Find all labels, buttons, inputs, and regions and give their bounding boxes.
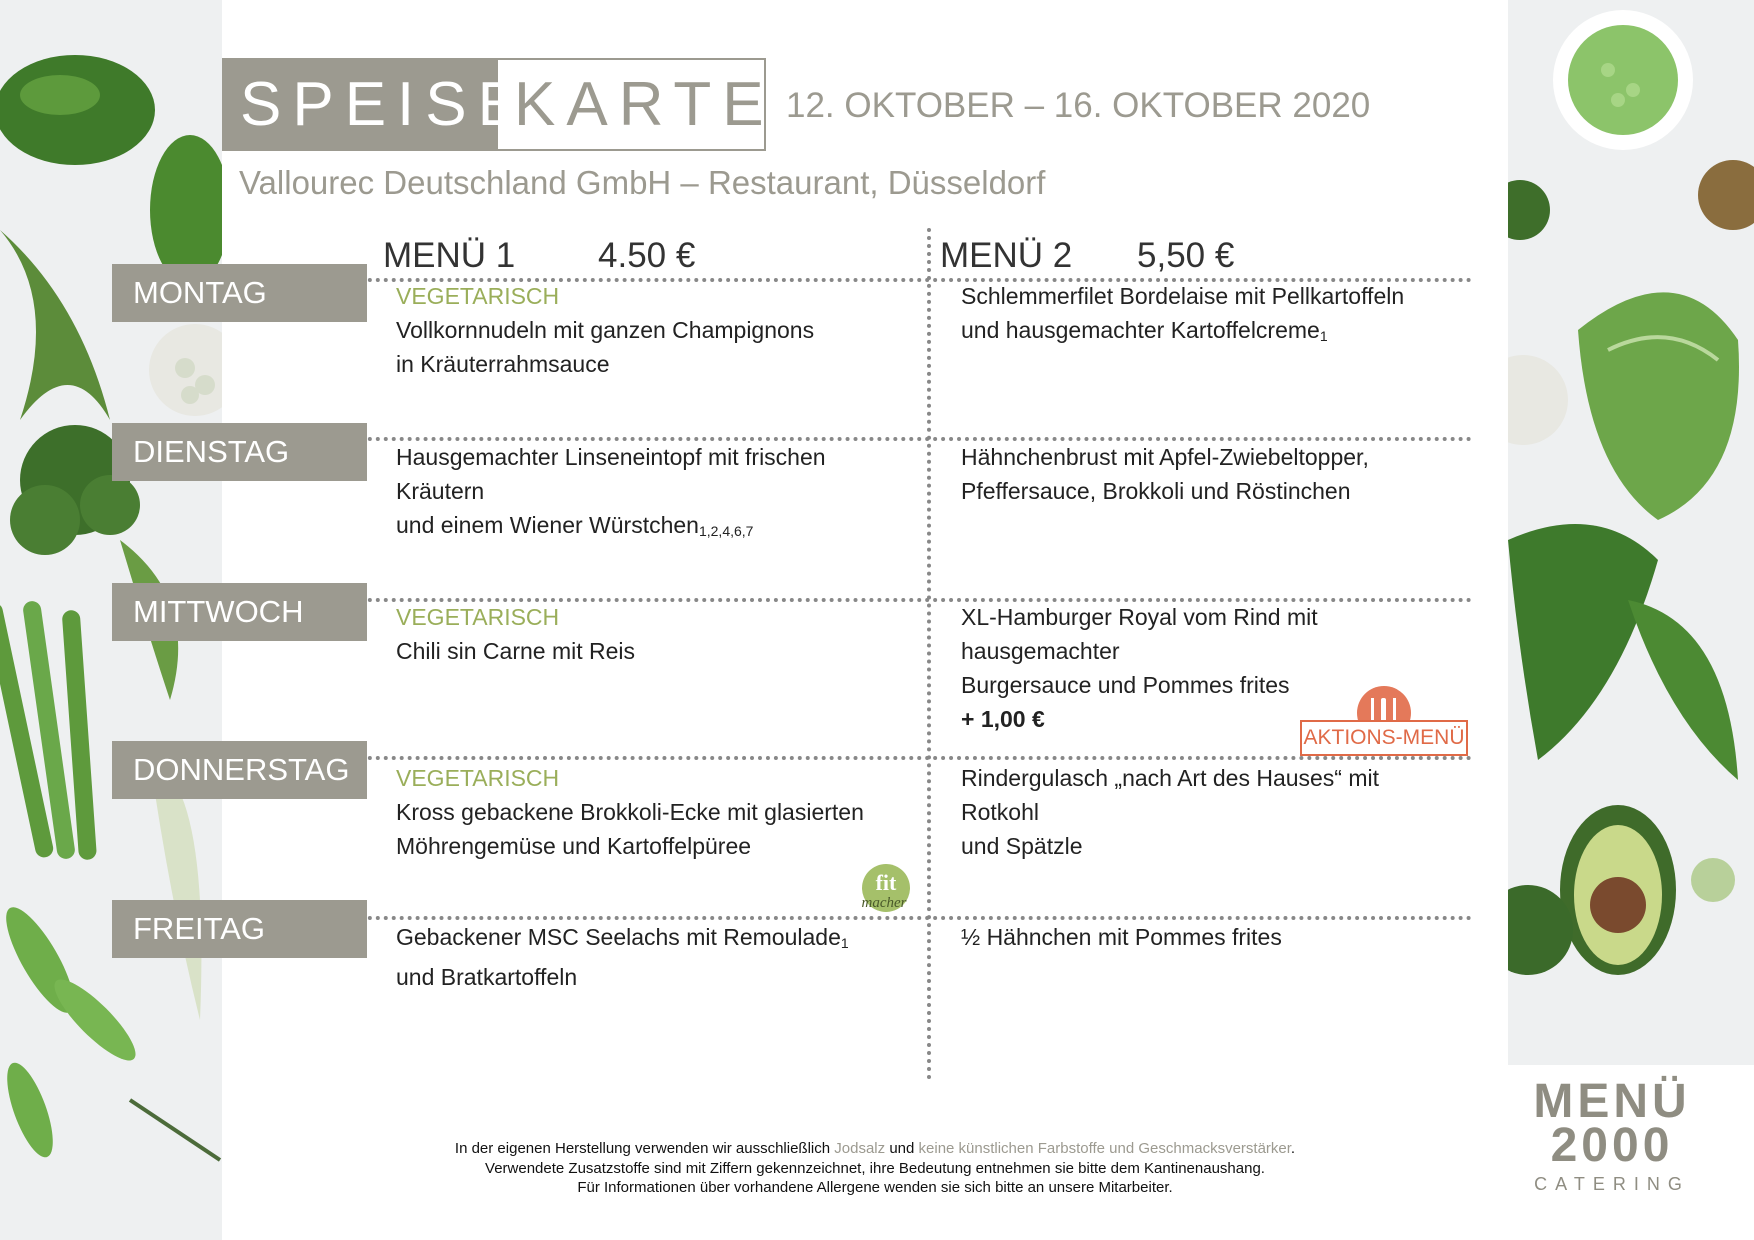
footer-text: In der eigenen Herstellung verwenden wir ausschließlich: [454, 1140, 831, 1157]
dish-line: Schlemmerfilet Bordelaise mit Pellkartoffeln: [961, 283, 1405, 309]
fit-badge-bottom: macher: [861, 895, 907, 911]
brand-line-1: MENÜ: [1533, 1075, 1691, 1128]
brand-line-3: CATERING: [1534, 1174, 1690, 1194]
dienstag-menu1: [396, 440, 896, 548]
surcharge-price: + 1,00 €: [961, 706, 1045, 732]
company-name: Vallourec Deutschland GmbH – Restaurant, Düsseldorf: [239, 164, 1046, 201]
aktions-menu-label: AKTIONS-MENÜ: [1300, 720, 1468, 756]
dish-line: Rindergulasch „nach Art des Hauses“ mit Rotkohl: [961, 765, 1380, 825]
vegetarian-label: VEGETARISCH: [396, 765, 560, 791]
dienstag-menu2: [961, 440, 1461, 508]
dish-line: und hausgemachter Kartoffelcreme: [961, 317, 1320, 343]
donnerstag-menu2: [961, 761, 1461, 863]
vegetarian-label: VEGETARISCH: [396, 604, 560, 630]
dish-line: und Spätzle: [961, 833, 1083, 859]
menu2-price: 5,50 €: [1137, 236, 1235, 275]
footer-text: .: [1290, 1140, 1296, 1157]
dish-line: Hähnchenbrust mit Apfel-Zwiebeltopper,: [961, 444, 1369, 470]
mittwoch-menu1: [396, 600, 896, 668]
brand-line-2: 2000: [1550, 1119, 1674, 1172]
menu2000-logo: [1522, 1075, 1702, 1195]
menu1-price: 4.50 €: [598, 236, 696, 275]
dish-line: Chili sin Carne mit Reis: [396, 638, 636, 664]
day-tab-dienstag: DIENSTAG: [112, 423, 367, 481]
dish-line: XL-Hamburger Royal vom Rind mit hausgemachter: [961, 604, 1318, 664]
title-box: [222, 58, 775, 151]
footer-line-3: Für Informationen über vorhandene Allergene wenden sie sich bitte an unsere Mitarbeiter.: [577, 1179, 1173, 1196]
dish-line: ½ Hähnchen mit Pommes frites: [961, 924, 1282, 950]
dish-line: in Kräuterrahmsauce: [396, 351, 610, 377]
row-divider: [336, 756, 1472, 760]
day-tab-freitag: FREITAG: [112, 900, 367, 958]
montag-menu2: [961, 279, 1461, 353]
footer-text: und: [889, 1140, 915, 1157]
day-tab-donnerstag: DONNERSTAG: [112, 741, 367, 799]
dish-line: Burgersauce und Pommes frites: [961, 672, 1290, 698]
menu1-title: MENÜ 1: [383, 236, 516, 275]
dish-line: und Bratkartoffeln: [396, 964, 578, 990]
day-tab-montag: MONTAG: [112, 264, 367, 322]
donnerstag-menu1: [396, 761, 896, 863]
menu2-title: MENÜ 2: [940, 236, 1073, 275]
dish-line: Gebackener MSC Seelachs mit Remoulade: [396, 924, 841, 950]
footer-line-1: [250, 1140, 1500, 1157]
column-divider: [927, 228, 931, 1080]
footer-highlight-additives: keine künstlichen Farbstoffe und Geschmacksverstärker: [918, 1140, 1291, 1157]
title-karte: KARTE: [514, 70, 775, 139]
freitag-menu2: [961, 920, 1461, 954]
right-vegetable-image: [1508, 0, 1754, 1065]
fit-badge-top: fit: [875, 870, 897, 895]
dish-line: Pfeffersauce, Brokkoli und Röstinchen: [961, 478, 1351, 504]
footer-line-2: Verwendete Zusatzstoffe sind mit Ziffern gekennzeichnet, ihre Bedeutung entnehmen sie bitte dem Kantinenaushang.: [485, 1160, 1265, 1177]
allergen-numbers: 1: [1319, 328, 1328, 344]
dish-line: Kross gebackene Brokkoli-Ecke mit glasierten: [396, 799, 864, 825]
title-speise: SPEISE: [224, 60, 498, 149]
allergen-numbers: 1,2,4,6,7: [698, 523, 754, 539]
vegetarian-label: VEGETARISCH: [396, 283, 560, 309]
montag-menu1: [396, 279, 896, 381]
date-range: 12. OKTOBER – 16. OKTOBER 2020: [786, 86, 1371, 125]
dish-line: Möhrengemüse und Kartoffelpüree: [396, 833, 752, 859]
day-tab-mittwoch: MITTWOCH: [112, 583, 367, 641]
freitag-menu1: [396, 920, 896, 994]
allergen-numbers: 1: [840, 935, 849, 951]
dish-line: Vollkornnudeln mit ganzen Champignons: [396, 317, 815, 343]
dish-line: Hausgemachter Linseneintopf mit frischen Kräutern: [396, 444, 826, 504]
footer-highlight-jodsalz: Jodsalz: [834, 1140, 886, 1157]
dish-line: und einem Wiener Würstchen: [396, 512, 699, 538]
fit-macher-logo: [846, 860, 922, 916]
